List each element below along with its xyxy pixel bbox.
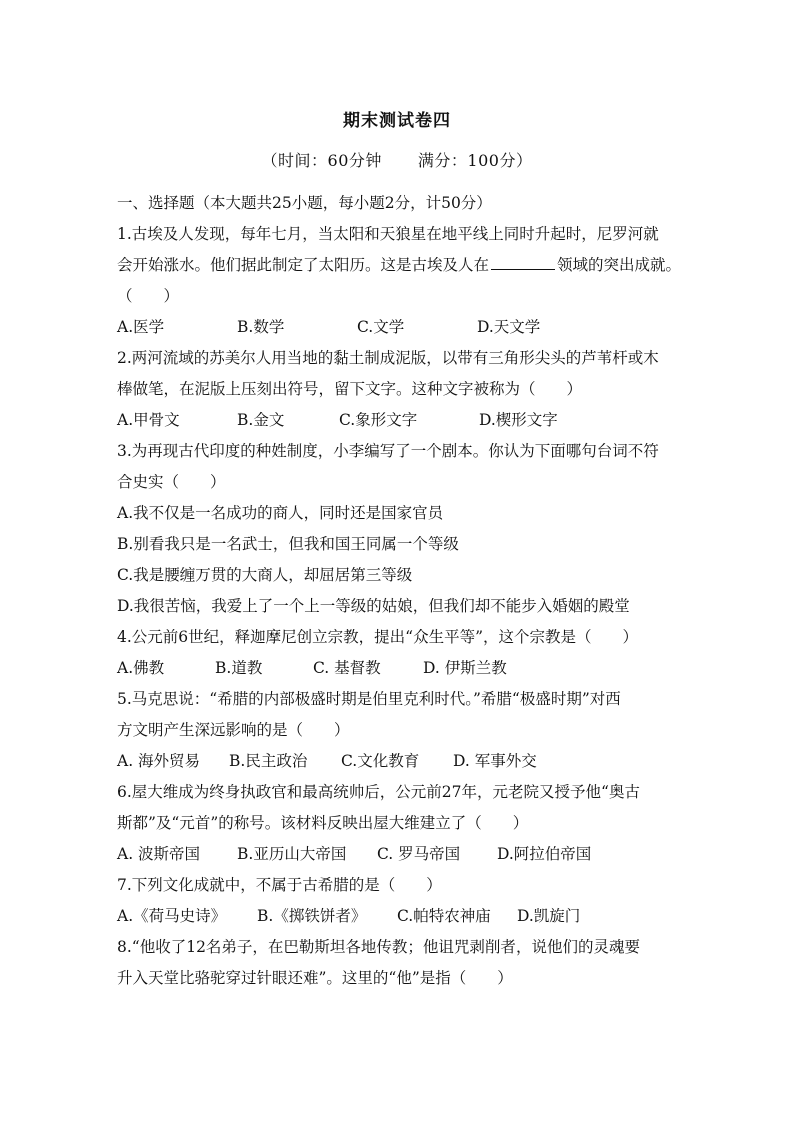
question-2-line-1: 2.两河流域的苏美尔人用当地的黏土制成泥版，以带有三角形尖头的芦苇杆或木 [117, 349, 659, 367]
question-2-option-c: C.象形文字 [339, 411, 418, 429]
question-4-option-a: A.佛教 [117, 659, 165, 677]
question-4-option-c: C. 基督教 [313, 659, 381, 677]
question-7-line-1: 7.下列文化成就中，不属于古希腊的是（ ） [117, 876, 442, 894]
question-3-line-2: 合史实（ ） [117, 473, 226, 491]
question-3-option-d: D.我很苦恼，我爱上了一个上一等级的姑娘，但我们却不能步入婚姻的殿堂 [117, 597, 630, 615]
exam-content [117, 188, 682, 994]
question-2-options [117, 405, 677, 436]
question-5-option-d: D. 军事外交 [453, 752, 537, 770]
question-6-line-1: 6.屋大维成为终身执政官和最高统帅后，公元前27年，元老院又授予他“奥古 [117, 783, 640, 801]
answer-blank [491, 251, 555, 270]
question-8-line-2: 升入天堂比骆驼穿过针眼还难”。这里的“他”是指（ ） [117, 969, 513, 987]
question-5-option-b: B.民主政治 [229, 752, 308, 770]
question-6-option-c: C. 罗马帝国 [377, 845, 461, 863]
question-7-option-c: C.帕特农神庙 [397, 907, 491, 925]
question-2-option-b: B.金文 [237, 411, 285, 429]
question-4-options [117, 653, 677, 684]
question-4-line-1: 4.公元前6世纪，释迦摩尼创立宗教，提出“众生平等”，这个宗教是（ ） [117, 628, 639, 646]
question-1-option-c: C.文学 [357, 318, 405, 336]
exam-score: 满分：100分） [417, 151, 533, 170]
question-6-line-2: 斯都”及“元首”的称号。该材料反映出屋大维建立了（ ） [117, 814, 529, 832]
question-6-option-b: B.亚历山大帝国 [237, 845, 347, 863]
question-1-option-b: B.数学 [237, 318, 285, 336]
question-1-line-2 [117, 250, 682, 281]
question-1-option-d: D.天文学 [477, 318, 541, 336]
question-2-option-a: A.甲骨文 [117, 411, 180, 429]
question-4-option-d: D. 伊斯兰教 [423, 659, 507, 677]
question-7-options [117, 901, 677, 932]
exam-subtitle [0, 148, 794, 171]
question-3-option-b: B.别看我只是一名武士，但我和国王同属一个等级 [117, 535, 459, 553]
question-2-option-d: D.楔形文字 [479, 411, 558, 429]
question-5-option-a: A. 海外贸易 [117, 752, 201, 770]
question-5-options [117, 746, 677, 777]
question-1-text-b: 领域的突出成就。 [557, 256, 682, 274]
question-7-option-a: A.《荷马史诗》 [117, 907, 227, 925]
question-6-options [117, 839, 677, 870]
question-6-option-a: A. 波斯帝国 [117, 845, 201, 863]
question-1-line-1: 1.古埃及人发现，每年七月，当太阳和天狼星在地平线上同时升起时，尼罗河就 [117, 225, 659, 243]
question-8-line-1: 8.“他收了12名弟子，在巴勒斯坦各地传教；他诅咒剥削者，说他们的灵魂要 [117, 938, 640, 956]
question-7-option-d: D.凯旋门 [517, 907, 581, 925]
question-1-text-a: 会开始涨水。他们据此制定了太阳历。这是古埃及人在 [117, 256, 490, 274]
question-5-line-1: 5.马克思说：“希腊的内部极盛时期是伯里克利时代。”希腊“极盛时期”对西 [117, 690, 621, 708]
question-3-line-1: 3.为再现古代印度的种姓制度，小李编写了一个剧本。你认为下面哪句台词不符 [117, 442, 659, 460]
question-1-line-3: （ ） [117, 287, 180, 305]
question-2-line-2: 棒做笔，在泥版上压刻出符号，留下文字。这种文字被称为（ ） [117, 380, 583, 398]
question-4-option-b: B.道教 [215, 659, 263, 677]
question-5-line-2: 方文明产生深远影响的是（ ） [117, 721, 350, 739]
question-1-option-a: A.医学 [117, 318, 165, 336]
question-3-option-c: C.我是腰缠万贯的大商人，却屈居第三等级 [117, 566, 413, 584]
exam-time: （时间：60分钟 [261, 151, 382, 170]
question-5-option-c: C.文化教育 [341, 752, 420, 770]
question-6-option-d: D.阿拉伯帝国 [497, 845, 592, 863]
question-1-options [117, 312, 677, 343]
question-7-option-b: B.《掷铁饼者》 [257, 907, 367, 925]
exam-title: 期末测试卷四 [343, 111, 451, 131]
section-heading: 一、选择题（本大题共25小题，每小题2分，计50分） [117, 194, 492, 212]
question-3-option-a: A.我不仅是一名成功的商人，同时还是国家官员 [117, 504, 444, 522]
